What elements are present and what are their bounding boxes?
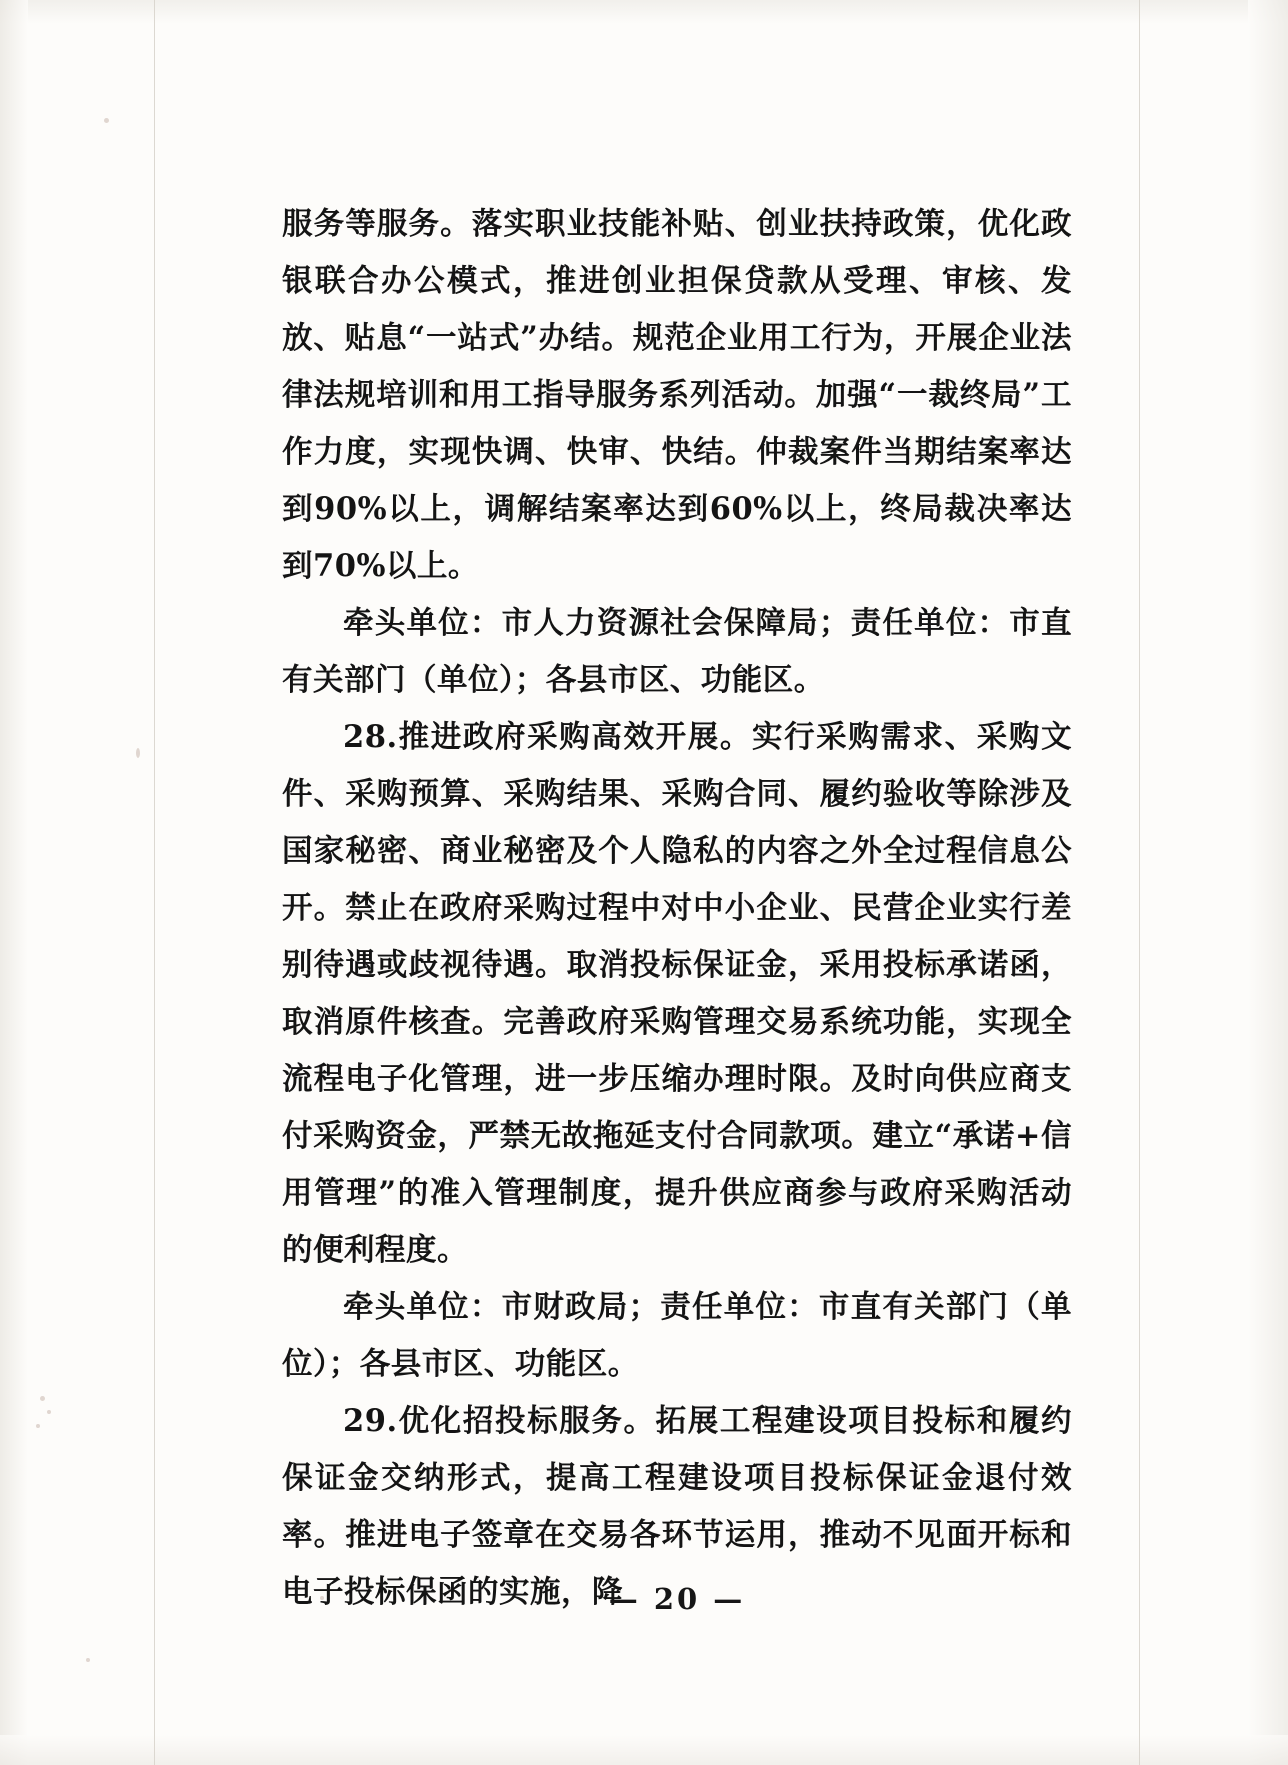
paragraph-services-continued: 服务等服务。落实职业技能补贴、创业扶持政策，优化政银联合办公模式，推进创业担保贷款从受理、审核、发放、贴息“一站式”办结。规范企业用工行为，开展企业法律法规培训和用工指导服务系列活动。加强“一裁终局”工作力度，实现快调、快审、快结。仲裁案件当期结案率达到90%以上，调解结案率达到60%以上，终局裁决率达到70%以上。	[282, 206, 1072, 584]
scan-edge-top	[0, 0, 1288, 24]
scan-speck	[40, 1396, 45, 1401]
scan-speck	[86, 1658, 90, 1662]
paragraph-responsible-units-2: 牵头单位：市财政局；责任单位：市直有关部门（单位）；各县市区、功能区。	[282, 1289, 1072, 1382]
scan-speck	[36, 1424, 40, 1428]
paragraph-item-29: 29.优化招投标服务。拓展工程建设项目投标和履约保证金交纳形式，提高工程建设项目投标保证金退付效率。推进电子签章在交易各环节运用，推动不见面开标和电子投标保函的实施，降	[282, 1403, 1072, 1610]
scan-speck	[136, 748, 140, 758]
scan-speck	[47, 1410, 51, 1414]
paragraph-responsible-units-1: 牵头单位：市人力资源社会保障局；责任单位：市直有关部门（单位）；各县市区、功能区。	[282, 605, 1072, 698]
scan-edge-right	[1248, 0, 1288, 1765]
scan-edge-left	[0, 0, 28, 1765]
page-fold-line-right	[1139, 0, 1140, 1765]
scan-speck	[104, 118, 109, 123]
page-number: — 20 —	[608, 1582, 746, 1616]
paragraph-item-28: 28.推进政府采购高效开展。实行采购需求、采购文件、采购预算、采购结果、采购合同、履约验收等除涉及国家秘密、商业秘密及个人隐私的内容之外全过程信息公开。禁止在政府采购过程中对中小企业、民营企业实行差别待遇或歧视待遇。取消投标保证金，采用投标承诺函，取消原件核查。完善政府采购管理交易系统功能，实现全流程电子化管理，进一步压缩办理时限。及时向供应商支付采购资金，严禁无故拖延支付合同款项。建立“承诺+信用管理”的准入管理制度，提升供应商参与政府采购活动的便利程度。	[282, 719, 1072, 1268]
scan-edge-bottom	[0, 1735, 1288, 1765]
document-body	[282, 196, 1072, 1621]
page-fold-line-left	[154, 0, 155, 1765]
